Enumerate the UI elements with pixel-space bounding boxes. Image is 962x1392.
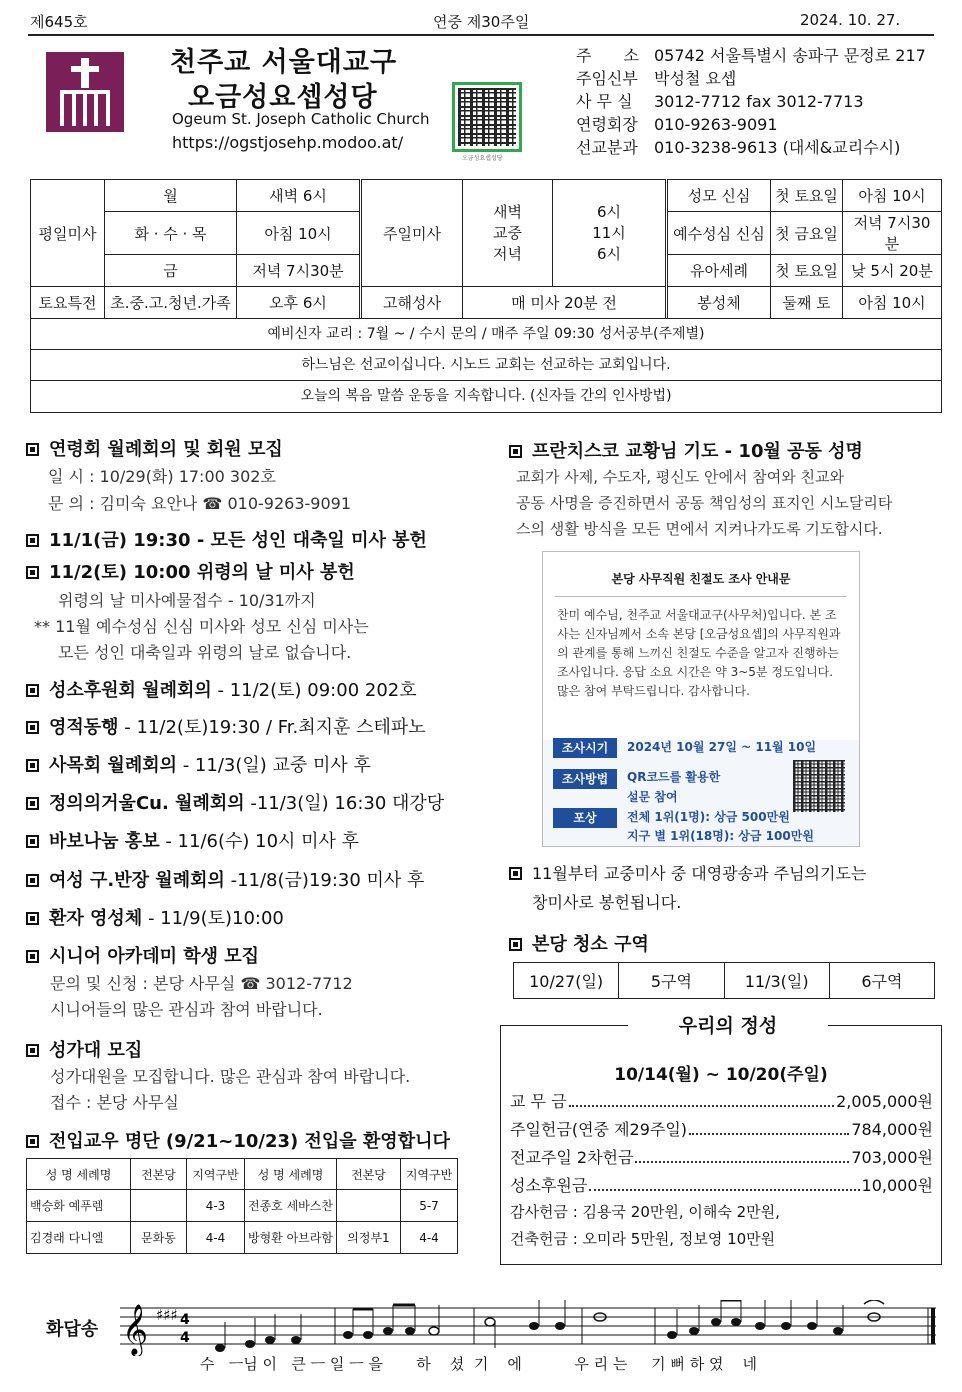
section-heading: 정의의거울Cu. 월례회의 -11/3(일) 16:30 대강당 xyxy=(26,789,444,815)
qr-code xyxy=(452,82,522,152)
section-heading: 성가대 모집 xyxy=(26,1036,142,1062)
section-heading: 연령회 월례회의 및 회원 모집 xyxy=(26,435,283,461)
devotion-time: 낮 5시 20분 xyxy=(843,255,942,287)
devotion-time: 아침 10시 xyxy=(843,287,942,319)
offering-period: 10/14(월) ~ 10/20(주일) xyxy=(614,1065,828,1085)
info-key: 사 무 실 xyxy=(576,92,633,111)
table-header: 전본당 xyxy=(131,1159,187,1190)
day-friday: 금 xyxy=(105,255,237,287)
mass-schedule-table xyxy=(30,179,942,319)
table-cell: 4-4 xyxy=(187,1222,245,1254)
notice-box xyxy=(30,318,942,413)
info-key: 선교분과 xyxy=(576,138,638,157)
table-header: 전본당 xyxy=(337,1159,401,1190)
info-value: 010-9263-9091 xyxy=(654,115,778,134)
svg-text:♯♯♯: ♯♯♯ xyxy=(156,1306,178,1324)
offering-line: 성소후원금 10,000원 xyxy=(510,1173,933,1196)
building-offering: 건축헌금 : 오미라 5만원, 정보영 10만원 xyxy=(510,1230,776,1248)
day-monday: 월 xyxy=(105,180,237,212)
devotion-day: 첫 토요일 xyxy=(771,255,843,287)
section-heading: 11월부터 교중미사 중 대영광송과 주님의기도는 xyxy=(509,861,866,884)
church-name-line1: 천주교 서울대교구 xyxy=(170,47,398,78)
table-cell: 백승화 예푸렘 xyxy=(27,1190,131,1222)
section-heading: 시니어 아카데미 학생 모집 xyxy=(26,942,259,968)
section-text: 성가대원을 모집합니다. 많은 관심과 참여 바랍니다. xyxy=(50,1067,411,1086)
liturgical-sunday: 연중 제30주일 xyxy=(433,13,530,31)
table-cell: 방형환 아브라함 xyxy=(245,1222,337,1254)
transfer-table xyxy=(26,1158,458,1254)
sunday-mass-times: 6시 11시 6시 xyxy=(553,180,667,287)
contact-info xyxy=(576,44,926,159)
devotion-day: 첫 금요일 xyxy=(771,212,843,255)
weekday-mass-label: 평일미사 xyxy=(31,180,105,287)
time-friday: 저녁 7시30분 xyxy=(237,255,361,287)
survey-body: 찬미 예수님, 천주교 서울대교구(사무처)입니다. 본 조사는 신자님께서 소속 본당 [오금성요셉]의 사무직원과의 관계를 통해 느끼신 친절도 수준을 알고자 진행하는 조사입니다. 응답 소요 시간은 약 3~5분 정도입니다. 많은 참여 부탁드립니다. 감사합니다. xyxy=(557,608,841,698)
survey-reward-value: 전체 1위(1명): 상금 500만원 xyxy=(627,810,790,824)
table-cell: 4-4 xyxy=(401,1222,458,1254)
table-header: 성 명 세례명 xyxy=(27,1159,131,1190)
section-text: 교회가 사제, 수도자, 평신도 안에서 참여와 친교와 xyxy=(516,468,844,486)
issue-number: 제645호 xyxy=(30,13,88,31)
saturday-label: 토요특전 xyxy=(31,287,105,319)
svg-text:4: 4 xyxy=(180,1312,190,1328)
survey-notice xyxy=(542,551,860,847)
music-lyrics: 수 ㅡ님 이 큰 ㅡ 일 ㅡ 을 하 셨 기 에 우 리 는 기 뻐 하 였 네 xyxy=(200,1355,757,1373)
table-cell: 10/27(일) xyxy=(514,963,619,999)
saturday-who: 초.중.고.청년.가족 xyxy=(105,287,237,319)
section-heading: 전입교우 명단 (9/21~10/23) 전입을 환영합니다 xyxy=(26,1127,450,1153)
table-header: 지역구반 xyxy=(401,1159,458,1190)
section-text: 시니어들의 많은 관심과 참여 바랍니다. xyxy=(50,1000,323,1019)
confession-label: 고해성사 xyxy=(361,287,463,319)
section-heading: 영적동행 - 11/2(토)19:30 / Fr.최지훈 스테파노 xyxy=(26,713,426,739)
section-text: 문 의 : 김미숙 요안나 ☎ 010-9263-9091 xyxy=(48,494,352,513)
notice-line: 하느님은 선교이십니다. 시노드 교회는 선교하는 교회입니다. xyxy=(31,350,941,381)
table-cell: 11/3(일) xyxy=(724,963,829,999)
table-cell xyxy=(131,1190,187,1222)
section-heading: 사목회 월례회의 - 11/3(일) 교중 미사 후 xyxy=(26,751,371,777)
offering-title: 우리의 정성 xyxy=(628,1011,828,1038)
devotion-time: 저녁 7시30분 xyxy=(843,212,942,255)
section-heading: 바보나눔 홍보 - 11/6(수) 10시 미사 후 xyxy=(26,827,359,853)
section-heading: 성소후원회 월례회의 - 11/2(토) 09:00 202호 xyxy=(26,676,417,702)
top-strip xyxy=(28,8,934,36)
table-cell: 5구역 xyxy=(619,963,724,999)
survey-method-value: QR코드를 활용한 xyxy=(627,770,721,784)
section-text: 접수 : 본당 사무실 xyxy=(50,1093,179,1112)
survey-reward-value2: 지구 별 1위(18명): 상금 100만원 xyxy=(627,829,814,843)
time-tue-wed-thu: 아침 10시 xyxy=(237,212,361,255)
issue-date: 2024. 10. 27. xyxy=(800,11,901,29)
info-value: 010-3238-9613 (대세&교리수시) xyxy=(654,138,901,157)
table-cell: 김경래 다니엘 xyxy=(27,1222,131,1254)
section-heading: 본당 청소 구역 xyxy=(509,930,649,956)
survey-title: 본당 사무직원 친절도 조사 안내문 xyxy=(611,572,791,586)
devotion-name: 유아세례 xyxy=(667,255,771,287)
survey-reward-label: 포상 xyxy=(553,808,617,828)
section-heading: 11/2(토) 10:00 위령의 날 미사 봉헌 xyxy=(26,558,355,584)
table-header: 성 명 세례명 xyxy=(245,1159,337,1190)
survey-period-label: 조사시기 xyxy=(553,738,617,758)
survey-method-label: 조사방법 xyxy=(553,769,617,789)
devotion-name: 성모 신심 xyxy=(667,180,771,212)
section-text: 문의 및 신청 : 본당 사무실 ☎ 3012-7712 xyxy=(50,974,353,993)
table-header: 지역구반 xyxy=(187,1159,245,1190)
info-key: 주 소 xyxy=(576,46,639,65)
info-key: 연령회장 xyxy=(576,115,638,134)
table-row xyxy=(27,1190,458,1222)
church-name-line2: 오금성요셉성당 xyxy=(188,82,378,113)
saturday-time: 오후 6시 xyxy=(237,287,361,319)
survey-method-value2: 설문 참여 xyxy=(627,790,678,804)
section-text: ** 11월 예수성심 신심 미사와 성모 신심 미사는 xyxy=(34,617,369,636)
offering-line: 주일헌금(연중 제29주일) 784,000원 xyxy=(510,1117,933,1140)
section-heading: 여성 구.반장 월례회의 -11/8(금)19:30 미사 후 xyxy=(26,866,424,892)
sunday-mass-label: 주일미사 xyxy=(361,180,463,287)
section-heading: 프란치스코 교황님 기도 - 10월 공동 성명 xyxy=(509,437,863,463)
table-cell: 전종호 세바스찬 xyxy=(245,1190,337,1222)
section-text: 일 시 : 10/29(화) 17:00 302호 xyxy=(48,467,276,486)
offering-line: 전교주일 2차헌금 703,000원 xyxy=(510,1145,933,1168)
devotion-time: 아침 10시 xyxy=(843,180,942,212)
section-text: 모든 성인 대축일과 위령의 날로 없습니다. xyxy=(58,643,352,662)
church-url-link[interactable]: https://ogstjosehp.modoo.at/ xyxy=(172,133,404,152)
confession-time: 매 미사 20분 전 xyxy=(463,287,667,319)
section-text: 위령의 날 미사예물접수 - 10/31까지 xyxy=(58,591,316,610)
responsorial-psalm-label: 화답송 xyxy=(46,1319,99,1340)
devotion-name: 예수성심 신심 xyxy=(667,212,771,255)
day-tue-wed-thu: 화 · 수 · 목 xyxy=(105,212,237,255)
church-logo xyxy=(46,52,124,132)
svg-text:4: 4 xyxy=(180,1330,190,1346)
section-text: 스의 생활 방식을 모든 면에서 지켜나가도록 기도합시다. xyxy=(516,520,883,538)
music-staff xyxy=(120,1300,942,1356)
info-key: 주임신부 xyxy=(576,69,638,88)
table-cell: 4-3 xyxy=(187,1190,245,1222)
notice-line: 예비신자 교리 : 7월 ~ / 수시 문의 / 매주 주일 09:30 성서공부(주제별) xyxy=(31,319,941,350)
section-text: 공동 사명을 증진하면서 공동 책임성의 표지인 시노달리타 xyxy=(516,494,893,512)
section-text: 창미사로 봉헌됩니다. xyxy=(532,893,682,912)
qr-caption: 오금성요셉성당 xyxy=(462,155,503,162)
thanks-offering: 감사헌금 : 김용국 20만원, 이해숙 2만원, xyxy=(510,1203,780,1221)
cleaning-table xyxy=(513,962,935,999)
table-row xyxy=(27,1222,458,1254)
devotion-day: 둘째 토 xyxy=(771,287,843,319)
info-value: 05742 서울특별시 송파구 문정로 217 xyxy=(654,46,926,65)
info-value: 3012-7712 fax 3012-7713 xyxy=(654,92,864,111)
table-cell: 의정부1 xyxy=(337,1222,401,1254)
table-cell: 문화동 xyxy=(131,1222,187,1254)
time-monday: 새벽 6시 xyxy=(237,180,361,212)
survey-qr-code xyxy=(793,760,845,812)
info-value: 박성철 요셉 xyxy=(654,69,737,88)
table-cell xyxy=(337,1190,401,1222)
offering-line: 교 무 금 2,005,000원 xyxy=(510,1089,933,1112)
table-cell: 5-7 xyxy=(401,1190,458,1222)
offering-box xyxy=(500,1025,942,1265)
section-heading: 환자 영성체 - 11/9(토)10:00 xyxy=(26,904,284,930)
devotion-day: 첫 토요일 xyxy=(771,180,843,212)
sunday-mass-names: 새벽 교중 저녁 xyxy=(463,180,553,287)
svg-text:𝄞: 𝄞 xyxy=(122,1304,149,1355)
notice-line: 오늘의 복음 말씀 운동을 지속합니다. (신자들 간의 인사방법) xyxy=(300,388,672,404)
table-cell: 6구역 xyxy=(829,963,934,999)
survey-period-value: 2024년 10월 27일 ~ 11월 10일 xyxy=(627,740,817,754)
church-english-name: Ogeum St. Joseph Catholic Church xyxy=(172,110,430,128)
devotion-name: 봉성체 xyxy=(667,287,771,319)
section-heading: 11/1(금) 19:30 - 모든 성인 대축일 미사 봉헌 xyxy=(26,526,427,552)
